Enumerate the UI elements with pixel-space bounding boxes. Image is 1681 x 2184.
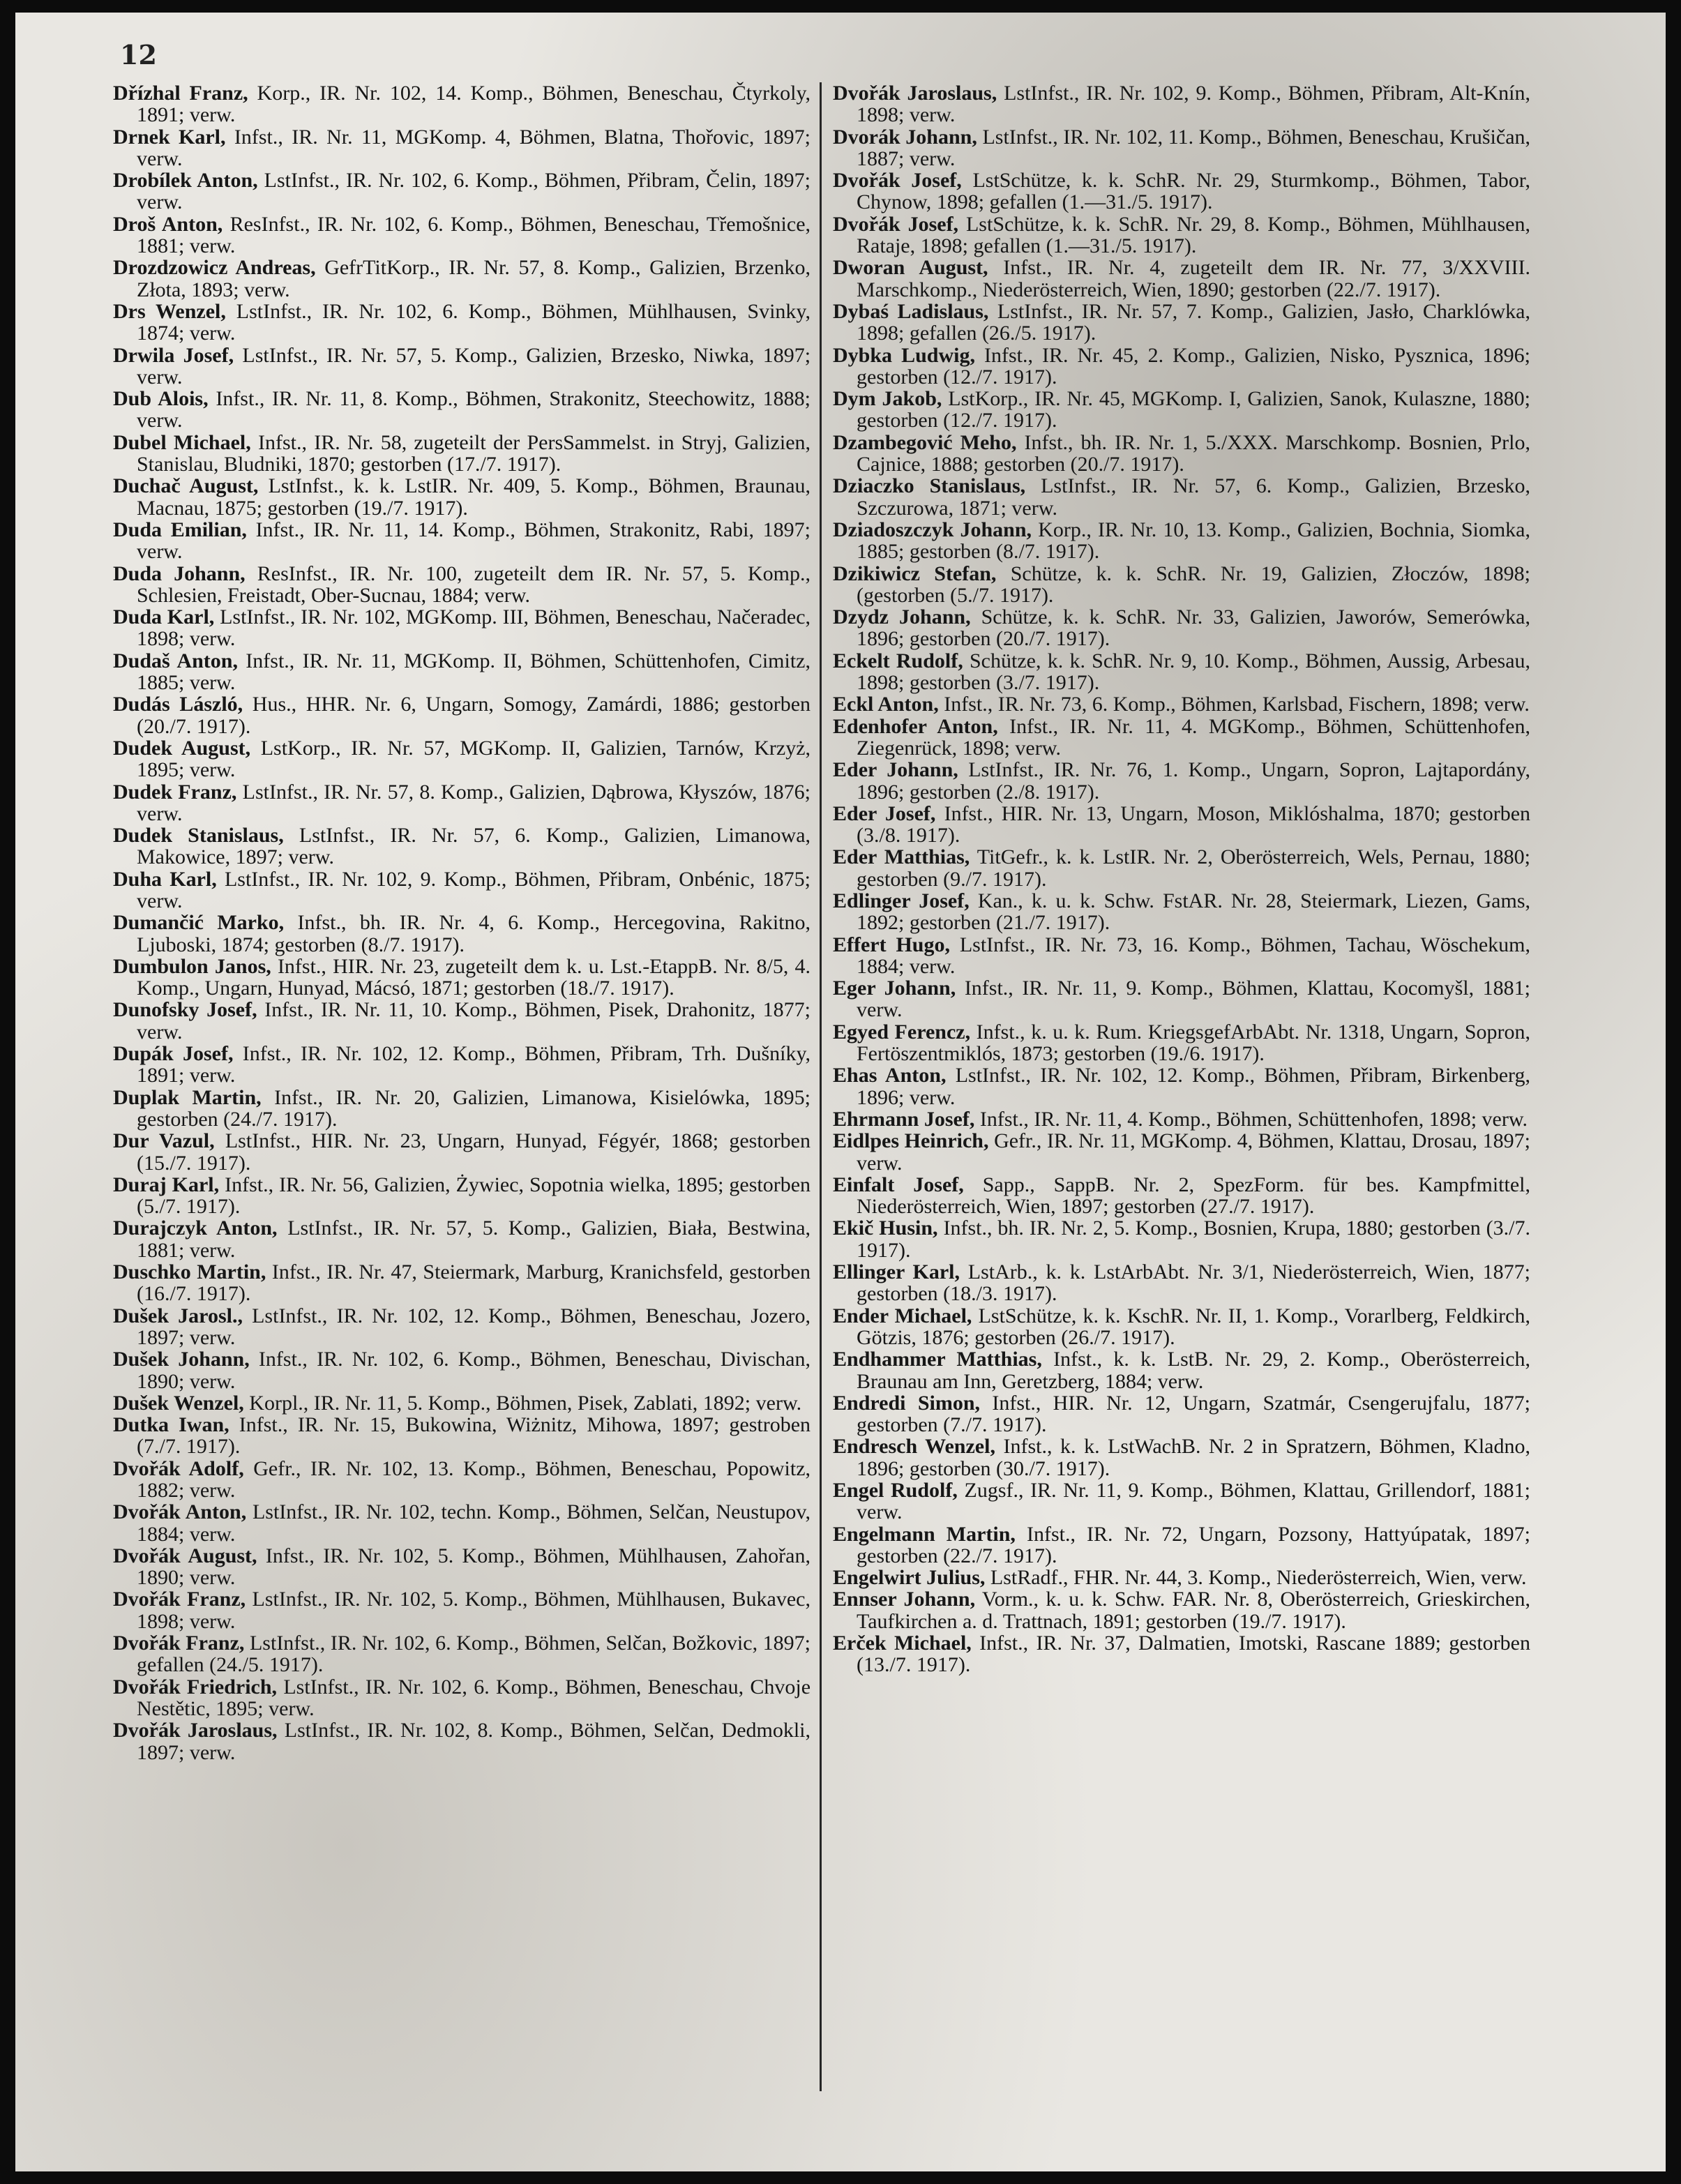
entry-details: Infst., IR. Nr. 11, MGKomp. 4, Böhmen, Blatna, Thořovic, 1897; verw. <box>137 125 811 170</box>
entry-name: Edlinger Josef, <box>833 889 970 912</box>
entry-name: Eder Matthias, <box>833 845 970 869</box>
entry-name: Engelmann Martin, <box>833 1522 1016 1546</box>
list-entry <box>113 781 811 825</box>
list-entry <box>113 1501 811 1545</box>
entry-name: Dvořák Franz, <box>113 1632 245 1655</box>
entry-name: Ehrmann Josef, <box>833 1107 975 1131</box>
entry-name: Dumančić Marko, <box>113 911 285 935</box>
entry-name: Endresch Wenzel, <box>833 1435 995 1459</box>
entry-name: Ekič Husin, <box>833 1217 938 1240</box>
entry-details: LstInfst., IR. Nr. 102, 12. Komp., Böhmen, Beneschau, Jozero, 1897; verw. <box>137 1304 811 1349</box>
list-entry <box>833 1174 1530 1218</box>
list-entry <box>833 934 1530 978</box>
list-entry <box>113 1261 811 1305</box>
page-number: 12 <box>120 39 157 70</box>
entry-name: Eder Josef, <box>833 801 936 825</box>
entry-details: Vorm., k. u. k. Schw. FAR. Nr. 8, Oberösterreich, Grieskirchen, Taufkirchen a. d. Trattnach, 1891; gestorben (19./7. 1917). <box>857 1588 1530 1633</box>
entry-details: Infst., IR. Nr. 56, Galizien, Żywiec, Sopotnia wielka, 1895; gestorben (5./7. 1917). <box>137 1173 811 1219</box>
right-column <box>833 82 1530 1676</box>
entry-details: Infst., IR. Nr. 102, 5. Komp., Böhmen, Mühlhausen, Zahořan, 1890; verw. <box>137 1544 811 1590</box>
entry-details: Infst., IR. Nr. 11, MGKomp. II, Böhmen, Schüttenhofen, Cimitz, 1885; verw. <box>137 649 811 695</box>
list-entry <box>113 1414 811 1458</box>
list-entry <box>833 1217 1530 1261</box>
list-entry <box>833 1588 1530 1632</box>
entry-details: Infst., IR. Nr. 47, Steiermark, Marburg, Kranichsfeld, gestorben (16./7. 1917). <box>137 1260 811 1306</box>
list-entry <box>113 868 811 912</box>
list-entry <box>833 1392 1530 1436</box>
entry-name: Dworan August, <box>833 256 988 280</box>
entry-details: Infst., IR. Nr. 102, 6. Komp., Böhmen, Beneschau, Divischan, 1890; verw. <box>137 1348 811 1393</box>
list-entry <box>113 213 811 257</box>
entry-name: Drwila Josef, <box>113 343 234 367</box>
entry-details: Kan., k. u. k. Schw. FstAR. Nr. 28, Steiermark, Liezen, Gams, 1892; gestorben (21./7. 1917). <box>857 889 1531 935</box>
entry-name: Ellinger Karl, <box>833 1260 960 1284</box>
list-entry <box>833 213 1530 257</box>
entry-name: Dvořák Jaroslaus, <box>833 82 997 105</box>
list-entry <box>833 1261 1530 1305</box>
entry-details: TitGefr., k. k. LstIR. Nr. 2, Oberösterreich, Wels, Pernau, 1880; gestorben (9./7. 1917). <box>857 845 1530 891</box>
list-entry <box>833 475 1530 519</box>
list-entry <box>833 257 1530 301</box>
entry-details: LstInfst., IR. Nr. 102, 6. Komp., Böhmen, Přibram, Čelin, 1897; verw. <box>137 169 811 214</box>
entry-details: LstInfst., IR. Nr. 102, 12. Komp., Böhmen, Přibram, Birkenberg, 1896; verw. <box>857 1064 1530 1109</box>
list-entry <box>833 170 1530 213</box>
list-entry <box>833 388 1530 432</box>
list-entry <box>833 846 1530 890</box>
list-entry <box>113 824 811 868</box>
list-entry <box>113 126 811 170</box>
entry-details: Infst., bh. IR. Nr. 2, 5. Komp., Bosnien, Krupa, 1880; gestorben (3./7. 1917). <box>857 1217 1531 1262</box>
left-column <box>113 82 811 1763</box>
list-entry <box>113 519 811 563</box>
list-entry <box>113 1043 811 1087</box>
entry-name: Dur Vazul, <box>113 1129 215 1153</box>
list-entry <box>833 1021 1530 1065</box>
list-entry <box>113 912 811 956</box>
entry-name: Dušek Jarosl., <box>113 1304 243 1327</box>
entry-name: Eder Johann, <box>833 758 958 782</box>
list-entry <box>833 890 1530 934</box>
list-entry <box>113 606 811 650</box>
list-entry <box>113 650 811 694</box>
list-entry <box>113 1305 811 1349</box>
entry-name: Dumbulon Janos, <box>113 954 271 978</box>
list-entry <box>833 759 1530 803</box>
entry-details: LstInfst., IR. Nr. 57, 8. Komp., Galizien, Dąbrowa, Kłyszów, 1876; verw. <box>137 780 811 825</box>
list-entry <box>113 388 811 432</box>
list-entry <box>113 1217 811 1261</box>
entry-details: Korp., IR. Nr. 102, 14. Komp., Böhmen, Beneschau, Čtyrkoly, 1891; verw. <box>137 82 811 127</box>
entry-details: Infst., IR. Nr. 11, 4. Komp., Böhmen, Schüttenhofen, 1898; verw. <box>979 1107 1528 1131</box>
entry-details: LstInfst., IR. Nr. 102, 8. Komp., Böhmen, Selčan, Dedmokli, 1897; verw. <box>137 1719 811 1764</box>
entry-details: LstArb., k. k. LstArbAbt. Nr. 3/1, Niederösterreich, Wien, 1877; gestorben (18./3. 1917). <box>857 1260 1531 1306</box>
entry-name: Dvořák Josef, <box>833 212 959 236</box>
entry-details: ResInfst., IR. Nr. 100, zugeteilt dem IR. Nr. 57, 5. Komp., Schlesien, Freistadt, Ober-Sucnau, 1884; verw. <box>137 562 811 607</box>
list-entry <box>113 956 811 1000</box>
entry-name: Duha Karl, <box>113 867 217 891</box>
entry-name: Ehas Anton, <box>833 1064 947 1087</box>
entry-details: Infst., k. u. k. Rum. KriegsgefArbAbt. Nr. 1318, Ungarn, Sopron, Fertöszentmiklós, 1873; gestorben (19./6. 1917). <box>857 1020 1530 1066</box>
entry-name: Dudek Franz, <box>113 780 237 804</box>
entry-name: Duschko Martin, <box>113 1260 266 1284</box>
entry-name: Ennser Johann, <box>833 1588 976 1611</box>
entry-name: Dzydz Johann, <box>833 605 971 629</box>
entry-name: Eidlpes Heinrich, <box>833 1129 989 1153</box>
entry-name: Dvořák Franz, <box>113 1588 246 1611</box>
entry-name: Droš Anton, <box>113 212 223 236</box>
entry-details: ResInfst., IR. Nr. 102, 6. Komp., Böhmen, Beneschau, Třemošnice, 1881; verw. <box>137 212 811 258</box>
entry-details: Sapp., SappB. Nr. 2, SpezForm. für bes. Kampfmittel, Niederösterreich, Wien, 1897; gestorben (27./7. 1917). <box>857 1173 1530 1219</box>
entry-details: LstInfst., IR. Nr. 102, 6. Komp., Böhmen, Mühlhausen, Svinky, 1874; verw. <box>137 299 811 345</box>
entry-details: LstInfst., IR. Nr. 57, 5. Komp., Galizien, Brzesko, Niwka, 1897; verw. <box>137 343 811 389</box>
entry-name: Duraj Karl, <box>113 1173 220 1196</box>
list-entry <box>113 999 811 1043</box>
entry-details: Schütze, k. k. SchR. Nr. 33, Galizien, Jaworów, Semerówka, 1896; gestorben (20./7. 1917). <box>857 605 1531 651</box>
list-entry <box>113 737 811 781</box>
entry-details: LstSchütze, k. k. SchR. Nr. 29, Sturmkomp., Böhmen, Tabor, Chynow, 1898; gefallen (1.—31./5. 1917). <box>857 169 1530 214</box>
list-entry <box>833 1305 1530 1349</box>
entry-details: LstInfst., IR. Nr. 102, techn. Komp., Böhmen, Selčan, Neustupov, 1884; verw. <box>137 1500 811 1546</box>
entry-details: LstInfst., IR. Nr. 57, 5. Komp., Galizien, Biała, Bestwina, 1881; verw. <box>137 1217 811 1262</box>
list-entry <box>833 606 1530 650</box>
entry-details: Infst., IR. Nr. 20, Galizien, Limanowa, Kisielówka, 1895; gestorben (24./7. 1917). <box>137 1085 811 1131</box>
entry-details: Infst., IR. Nr. 45, 2. Komp., Galizien, Nisko, Pysznica, 1896; gestorben (12./7. 1917). <box>857 343 1530 389</box>
list-entry <box>113 1588 811 1632</box>
list-entry <box>113 432 811 476</box>
list-entry <box>113 1632 811 1676</box>
entry-details: Infst., IR. Nr. 4, zugeteilt dem IR. Nr. 77, 3/XXVIII. Marschkomp., Niederösterreich, Wien, 1890; gestorben (22./7. 1917). <box>857 256 1530 301</box>
entry-details: Infst., HIR. Nr. 13, Ungarn, Moson, Miklóshalma, 1870; gestorben (3./8. 1917). <box>857 801 1531 848</box>
entry-details: Infst., IR. Nr. 11, 4. MGKomp., Böhmen, Schüttenhofen, Ziegenrück, 1898; verw. <box>857 714 1530 760</box>
list-entry <box>113 1719 811 1763</box>
list-entry <box>833 803 1530 847</box>
entry-name: Egyed Ferencz, <box>833 1020 971 1044</box>
document-page <box>15 13 1666 2171</box>
entry-name: Duda Karl, <box>113 605 215 629</box>
entry-details: Schütze, k. k. SchR. Nr. 19, Galizien, Złoczów, 1898; (gestorben (5./7. 1917). <box>857 562 1531 607</box>
entry-details: Infst., k. k. LstWachB. Nr. 2 in Spratzern, Böhmen, Kladno, 1896; gestorben (30./7. 1917). <box>857 1435 1530 1480</box>
entry-details: LstInfst., IR. Nr. 102, 6. Komp., Böhmen, Beneschau, Chvoje Nestětic, 1895; verw. <box>137 1675 811 1720</box>
entry-name: Endhammer Matthias, <box>833 1348 1042 1371</box>
entry-details: Infst., bh. IR. Nr. 4, 6. Komp., Hercegovina, Rakitno, Ljuboski, 1874; gestorben (8./7. 1917). <box>137 911 811 956</box>
entry-name: Eckl Anton, <box>833 693 939 716</box>
entry-details: Gefr., IR. Nr. 11, MGKomp. 4, Böhmen, Klattau, Drosau, 1897; verw. <box>857 1129 1530 1175</box>
entry-name: Dubel Michael, <box>113 430 251 454</box>
entry-details: Infst., IR. Nr. 58, zugeteilt der PersSammelst. in Stryj, Galizien, Stanislau, Bludniki, 1870; gestorben (17./7. 1917). <box>137 430 811 476</box>
entry-details: LstInfst., IR. Nr. 102, 9. Komp., Böhmen, Přibram, Alt-Knín, 1898; verw. <box>857 82 1530 127</box>
list-entry <box>833 716 1530 760</box>
entry-name: Dudás László, <box>113 693 243 716</box>
list-entry <box>113 563 811 607</box>
entry-details: Infst., IR. Nr. 11, 14. Komp., Böhmen, Strakonitz, Rabi, 1897; verw. <box>137 518 811 564</box>
entry-name: Dvořák Anton, <box>113 1500 247 1524</box>
list-entry <box>833 693 1530 715</box>
entry-details: Korpl., IR. Nr. 11, 5. Komp., Böhmen, Pisek, Zablati, 1892; verw. <box>249 1391 802 1415</box>
list-entry <box>113 257 811 301</box>
entry-name: Dunofsky Josef, <box>113 998 257 1022</box>
entry-name: Dzambegović Meho, <box>833 430 1017 454</box>
entry-name: Dudek Stanislaus, <box>113 824 284 848</box>
entry-name: Dutka Iwan, <box>113 1413 229 1437</box>
entry-details: LstSchütze, k. k. KschR. Nr. II, 1. Komp., Vorarlberg, Feldkirch, Götzis, 1876; gestorben (26./7. 1917). <box>857 1304 1530 1349</box>
list-entry <box>113 1458 811 1502</box>
entry-name: Drnek Karl, <box>113 125 226 149</box>
entry-name: Effert Hugo, <box>833 933 950 956</box>
list-entry <box>113 301 811 345</box>
entry-name: Ender Michael, <box>833 1304 972 1327</box>
entry-name: Edenhofer Anton, <box>833 714 998 738</box>
list-entry <box>113 1174 811 1218</box>
entry-details: LstInfst., IR. Nr. 57, 6. Komp., Galizien, Limanowa, Makowice, 1897; verw. <box>137 824 811 869</box>
entry-details: Zugsf., IR. Nr. 11, 9. Komp., Böhmen, Klattau, Grillendorf, 1881; verw. <box>857 1479 1530 1524</box>
entry-name: Endredi Simon, <box>833 1391 981 1415</box>
list-entry <box>833 345 1530 389</box>
entry-details: LstKorp., IR. Nr. 57, MGKomp. II, Galizien, Tarnów, Krzyż, 1895; verw. <box>137 736 811 782</box>
list-entry <box>833 519 1530 563</box>
entry-details: LstInfst., IR. Nr. 57, 7. Komp., Galizien, Jasło, Charklówka, 1898; gefallen (26./5. 1917). <box>857 299 1530 345</box>
list-entry <box>113 82 811 126</box>
entry-details: LstKorp., IR. Nr. 45, MGKomp. I, Galizien, Sanok, Kulaszne, 1880; gestorben (12./7. 1917). <box>857 387 1530 432</box>
entry-details: Infst., IR. Nr. 15, Bukowina, Wiżnitz, Mihowa, 1897; gestroben (7./7. 1917). <box>137 1413 811 1459</box>
entry-name: Dupák Josef, <box>113 1042 234 1066</box>
entry-name: Erček Michael, <box>833 1632 972 1655</box>
entry-name: Dudaš Anton, <box>113 649 238 672</box>
list-entry <box>833 1064 1530 1108</box>
column-divider <box>820 82 822 2091</box>
entry-name: Dzikiwicz Stefan, <box>833 562 997 585</box>
entry-details: Infst., IR. Nr. 37, Dalmatien, Imotski, Rascane 1889; gestorben (13./7. 1917). <box>857 1632 1530 1677</box>
entry-name: Duda Johann, <box>113 562 246 585</box>
entry-details: LstInfst., IR. Nr. 102, 5. Komp., Böhmen, Mühlhausen, Bukavec, 1898; verw. <box>137 1588 811 1633</box>
entry-details: LstInfst., IR. Nr. 102, MGKomp. III, Böhmen, Beneschau, Načeradec, 1898; verw. <box>137 605 811 651</box>
entry-name: Eger Johann, <box>833 977 956 1000</box>
entry-name: Dvořák Josef, <box>833 169 962 193</box>
entry-details: Hus., HHR. Nr. 6, Ungarn, Somogy, Zamárdi, 1886; gestorben (20./7. 1917). <box>137 693 811 738</box>
entry-details: LstRadf., FHR. Nr. 44, 3. Komp., Niederösterreich, Wien, verw. <box>990 1566 1527 1590</box>
entry-name: Eckelt Rudolf, <box>833 649 963 672</box>
list-entry <box>833 977 1530 1021</box>
entry-details: LstInfst., k. k. LstIR. Nr. 409, 5. Komp., Böhmen, Braunau, Macnau, 1875; gestorben (19./7. 1917). <box>137 474 811 520</box>
list-entry <box>833 1436 1530 1479</box>
entry-name: Dvořák August, <box>113 1544 257 1567</box>
list-entry <box>833 1523 1530 1567</box>
list-entry <box>833 1130 1530 1174</box>
entry-name: Duchač August, <box>113 474 259 498</box>
entry-name: Duda Emilian, <box>113 518 247 541</box>
entry-name: Dušek Wenzel, <box>113 1391 244 1415</box>
entry-name: Dym Jakob, <box>833 387 942 411</box>
entry-details: LstInfst., IR. Nr. 102, 9. Komp., Böhmen, Přibram, Onbénic, 1875; verw. <box>137 867 811 912</box>
entry-name: Engel Rudolf, <box>833 1479 958 1502</box>
list-entry <box>833 1632 1530 1676</box>
entry-details: Korp., IR. Nr. 10, 13. Komp., Galizien, Bochnia, Siomka, 1885; gestorben (8./7. 1917). <box>857 518 1530 564</box>
list-entry <box>833 301 1530 345</box>
list-entry <box>833 1108 1530 1130</box>
entry-name: Drs Wenzel, <box>113 299 226 323</box>
list-entry <box>833 1348 1530 1392</box>
entry-details: Gefr., IR. Nr. 102, 13. Komp., Böhmen, Beneschau, Popowitz, 1882; verw. <box>137 1456 811 1502</box>
entry-details: Infst., IR. Nr. 11, 8. Komp., Böhmen, Strakonitz, Steechowitz, 1888; verw. <box>137 387 811 432</box>
entry-details: Infst., HIR. Nr. 12, Ungarn, Szatmár, Csengerujfalu, 1877; gestorben (7./7. 1917). <box>857 1391 1531 1437</box>
list-entry <box>833 1567 1530 1588</box>
entry-details: Infst., IR. Nr. 11, 9. Komp., Böhmen, Klattau, Kocomyšl, 1881; verw. <box>857 977 1531 1022</box>
entry-details: LstInfst., IR. Nr. 73, 16. Komp., Böhmen, Tachau, Wöschekum, 1884; verw. <box>857 933 1530 978</box>
entry-name: Dvorák Johann, <box>833 125 977 149</box>
entry-details: LstInfst., IR. Nr. 102, 11. Komp., Böhmen, Beneschau, Krušičan, 1887; verw. <box>857 125 1531 170</box>
entry-name: Dvořák Jaroslaus, <box>113 1719 278 1742</box>
entry-name: Drobílek Anton, <box>113 169 258 193</box>
entry-details: LstInfst., IR. Nr. 76, 1. Komp., Ungarn, Sopron, Lajtapordány, 1896; gestorben (2./8. 1917). <box>857 758 1530 804</box>
list-entry <box>113 1348 811 1392</box>
entry-name: Dvořák Friedrich, <box>113 1675 278 1699</box>
entry-name: Durajczyk Anton, <box>113 1217 278 1240</box>
list-entry <box>833 82 1530 126</box>
list-entry <box>113 475 811 519</box>
entry-details: LstInfst., HIR. Nr. 23, Ungarn, Hunyad, Fégyér, 1868; gestorben (15./7. 1917). <box>137 1129 811 1175</box>
entry-details: Infst., IR. Nr. 73, 6. Komp., Böhmen, Karlsbad, Fischern, 1898; verw. <box>944 693 1530 716</box>
entry-name: Dvořák Adolf, <box>113 1456 244 1480</box>
entry-name: Einfalt Josef, <box>833 1173 964 1196</box>
list-entry <box>113 1130 811 1174</box>
entry-details: Infst., IR. Nr. 11, 10. Komp., Böhmen, Pisek, Drahonitz, 1877; verw. <box>137 998 811 1044</box>
list-entry <box>833 563 1530 607</box>
entry-name: Dub Alois, <box>113 387 209 411</box>
entry-details: LstSchütze, k. k. SchR. Nr. 29, 8. Komp., Böhmen, Mühlhausen, Rataje, 1898; gefallen (1.—31./5. 1917). <box>857 212 1530 258</box>
entry-details: Schütze, k. k. SchR. Nr. 9, 10. Komp., Böhmen, Aussig, Arbesau, 1898; gestorben (3./7. 1917). <box>857 649 1531 695</box>
list-entry <box>113 170 811 213</box>
list-entry <box>833 1479 1530 1523</box>
entry-name: Dziaczko Stanislaus, <box>833 474 1026 498</box>
entry-details: Infst., HIR. Nr. 23, zugeteilt dem k. u. Lst.-EtappB. Nr. 8/5, 4. Komp., Ungarn, Hunyad, Mácsó, 1871; gestorben (18./7. 1917). <box>137 954 811 1000</box>
entry-name: Drozdzowicz Andreas, <box>113 256 316 280</box>
entry-details: Infst., bh. IR. Nr. 1, 5./XXX. Marschkomp. Bosnien, Prlo, Cajnice, 1888; gestorben (20./7. 1917). <box>857 430 1531 476</box>
entry-details: LstInfst., IR. Nr. 57, 6. Komp., Galizien, Brzesko, Szczurowa, 1871; verw. <box>857 474 1531 520</box>
list-entry <box>833 126 1530 170</box>
entry-name: Dudek August, <box>113 736 251 760</box>
entry-name: Duplak Martin, <box>113 1085 262 1109</box>
entry-name: Dybaś Ladislaus, <box>833 299 989 323</box>
entry-details: LstInfst., IR. Nr. 102, 6. Komp., Böhmen, Selčan, Božkovic, 1897; gefallen (24./5. 1917). <box>137 1632 811 1677</box>
list-entry <box>833 432 1530 476</box>
list-entry <box>113 345 811 389</box>
entry-name: Engelwirt Julius, <box>833 1566 986 1590</box>
list-entry <box>113 1392 811 1414</box>
entry-name: Dušek Johann, <box>113 1348 250 1371</box>
entry-details: Infst., k. k. LstB. Nr. 29, 2. Komp., Oberösterreich, Braunau am Inn, Geretzberg, 1884; verw. <box>857 1348 1531 1393</box>
list-entry <box>113 693 811 737</box>
entry-details: Infst., IR. Nr. 72, Ungarn, Pozsony, Hattyúpatak, 1897; gestorben (22./7. 1917). <box>857 1522 1530 1567</box>
list-entry <box>113 1545 811 1589</box>
list-entry <box>113 1087 811 1131</box>
list-entry <box>833 650 1530 694</box>
entry-details: GefrTitKorp., IR. Nr. 57, 8. Komp., Galizien, Brzenko, Złota, 1893; verw. <box>137 256 811 301</box>
entry-name: Dřízhal Franz, <box>113 82 248 105</box>
entry-name: Dybka Ludwig, <box>833 343 975 367</box>
list-entry <box>113 1676 811 1720</box>
entry-name: Dziadoszczyk Johann, <box>833 518 1032 541</box>
entry-details: Infst., IR. Nr. 102, 12. Komp., Böhmen, Přibram, Trh. Dušníky, 1891; verw. <box>137 1042 811 1087</box>
